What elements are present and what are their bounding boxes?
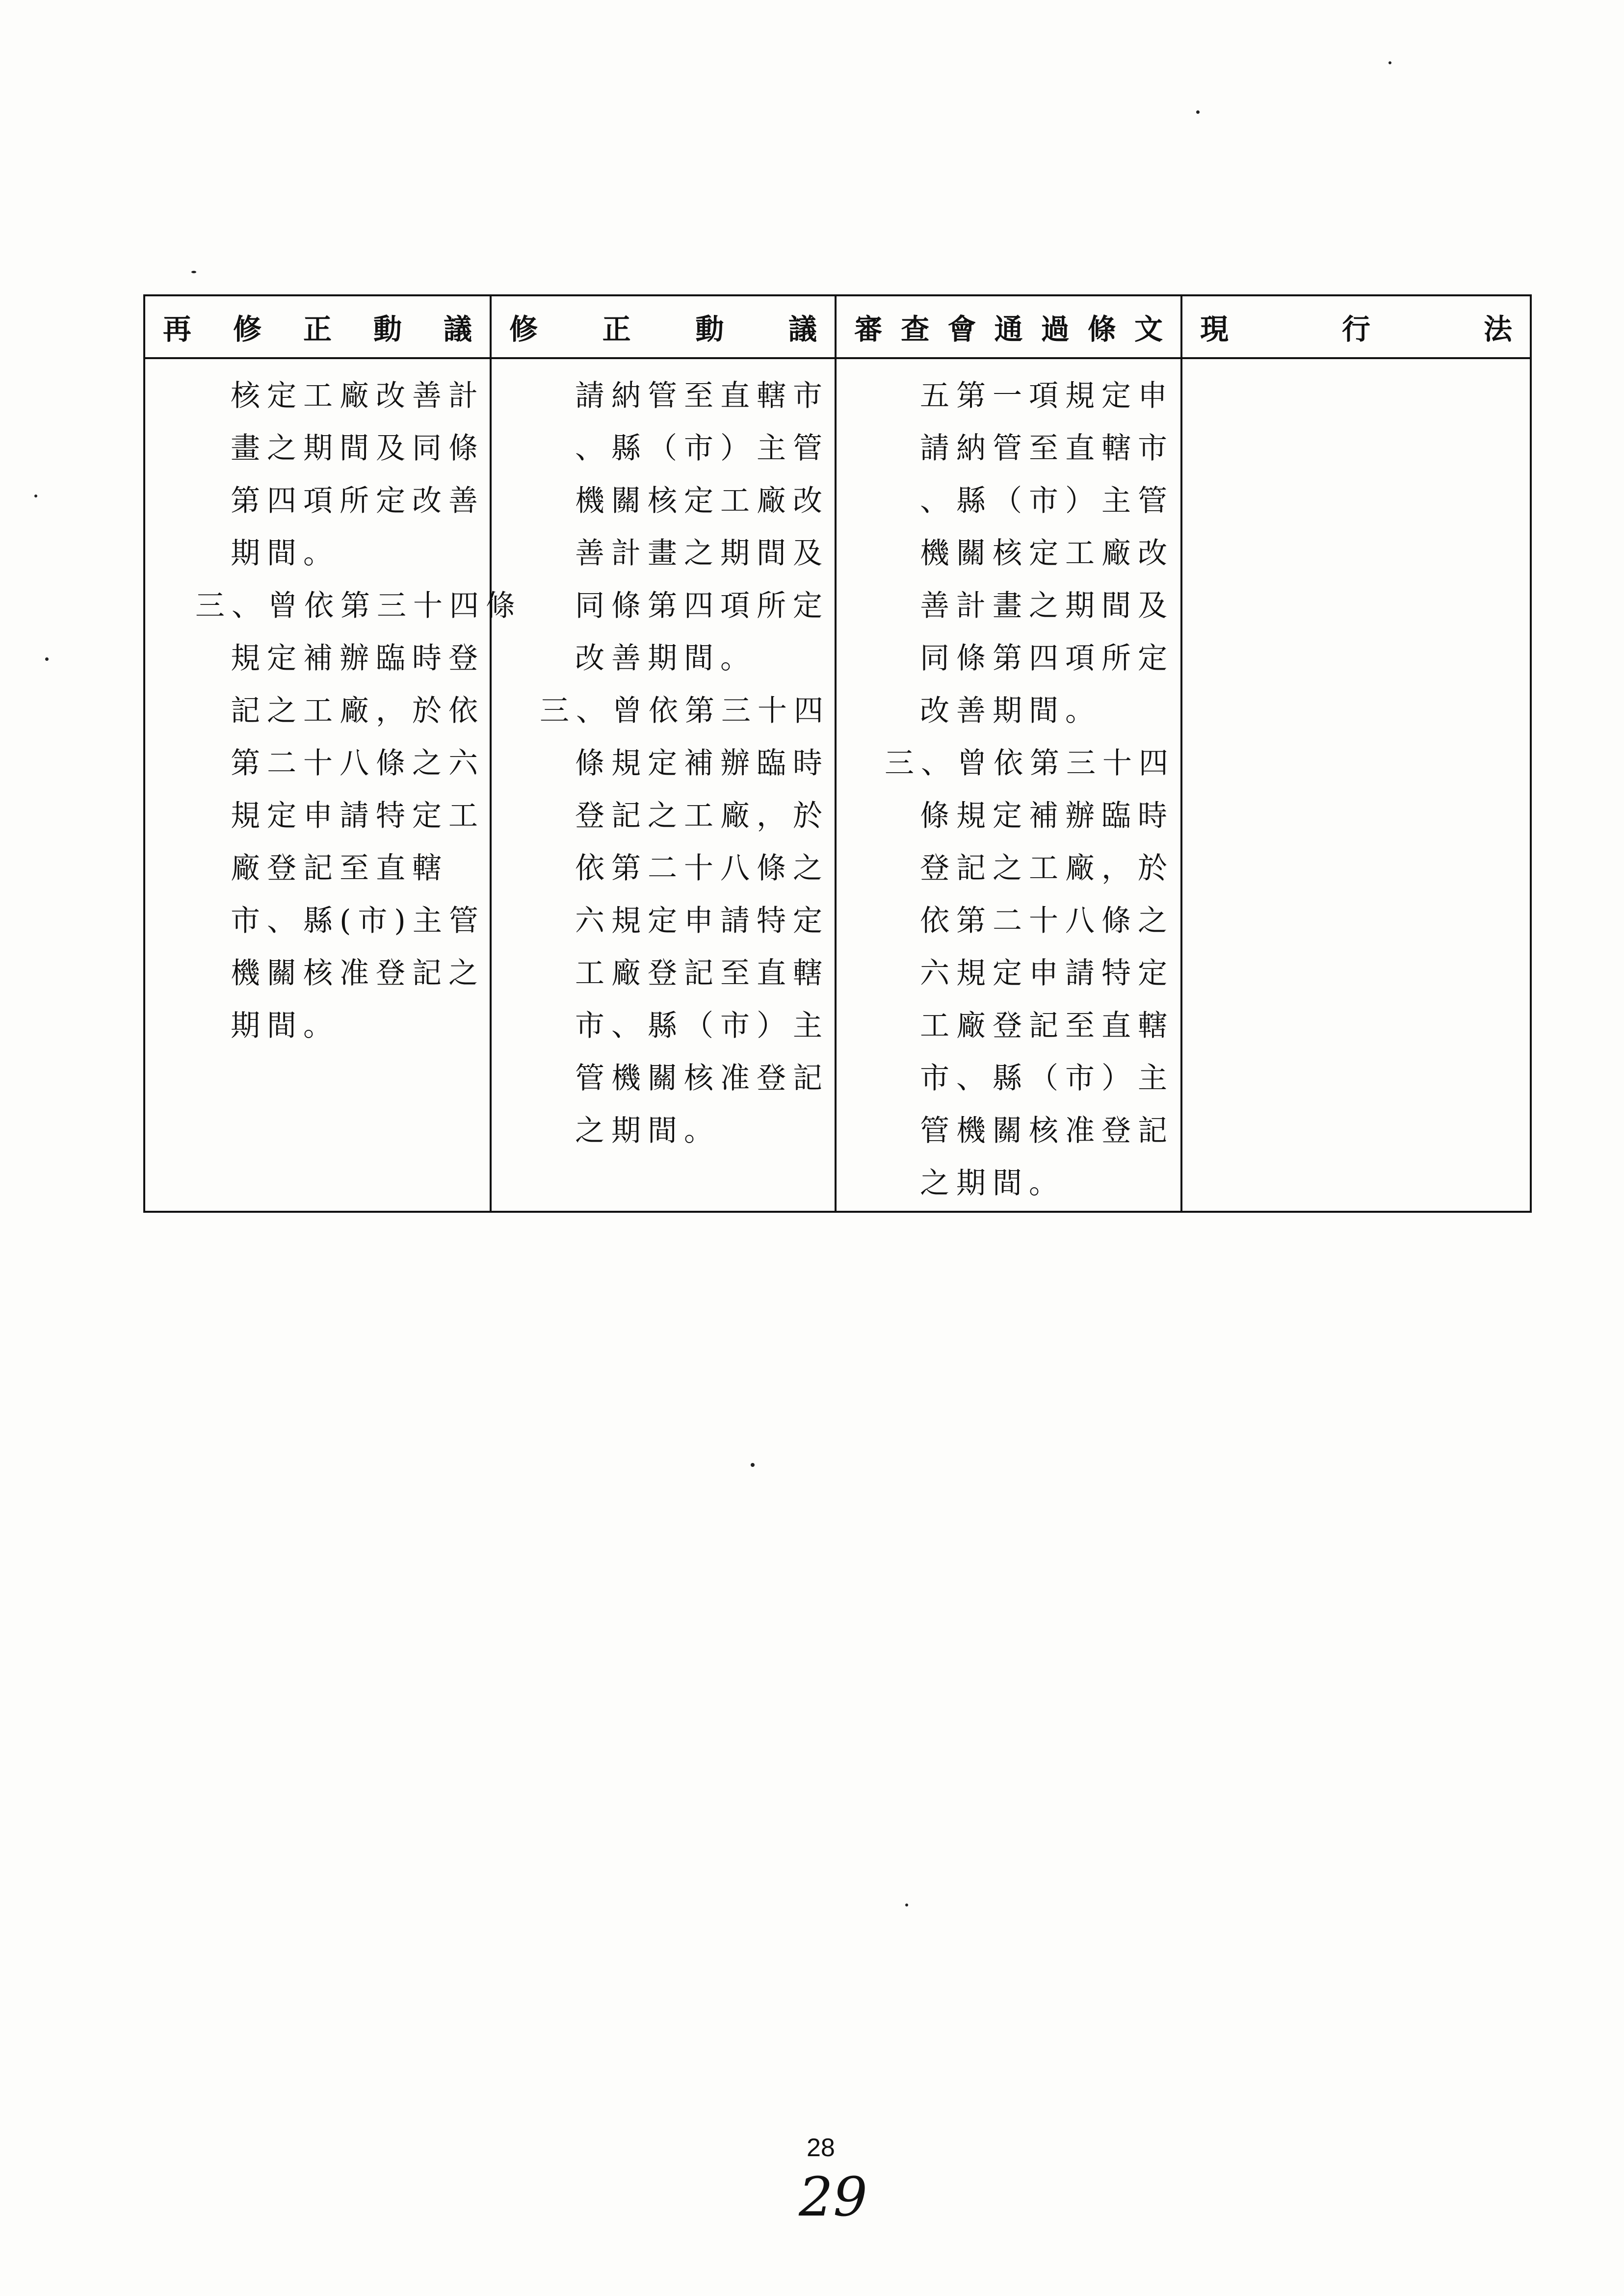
text-line: 登記之工廠，於 [575, 799, 829, 833]
header-char: 再 [163, 313, 192, 346]
text-line: 三、曾依第三十四條 [195, 589, 522, 623]
text-line: 第四項所定改善 [231, 484, 485, 518]
text-line: 第二十八條之六 [231, 746, 485, 781]
column-text [837, 359, 1180, 1210]
text-line: 機關核定工廠改 [575, 484, 829, 518]
text-line: 管機關核准登記 [575, 1061, 829, 1096]
column-committee-text [836, 358, 1181, 1212]
text-line: 六規定申請特定 [920, 956, 1174, 991]
printed-page-number: 28 [807, 2134, 835, 2162]
header-char: 修 [509, 313, 538, 346]
header-char: 審 [854, 313, 883, 346]
column-text [492, 359, 835, 1157]
text-line: 期間。 [231, 1009, 340, 1043]
header-amendment [492, 306, 835, 347]
header-cell-current-law [1181, 295, 1531, 358]
header-char: 議 [788, 313, 817, 346]
scan-speck [1196, 110, 1200, 114]
text-line: 善計畫之期間及 [920, 589, 1174, 623]
header-char: 行 [1341, 313, 1370, 346]
text-line: 請納管至直轄市 [575, 379, 829, 413]
text-line: 六規定申請特定 [575, 904, 829, 938]
text-line: 依第二十八條之 [920, 904, 1174, 938]
text-line: 登記之工廠，於 [920, 851, 1174, 886]
header-char: 修 [233, 313, 262, 346]
scan-speck [45, 657, 49, 661]
column-text [1182, 359, 1530, 370]
header-current-law [1182, 306, 1530, 347]
header-char: 動 [373, 313, 402, 346]
text-line: 改善期間。 [920, 694, 1101, 728]
text-line: 廠登記至直轄 [231, 851, 448, 886]
scan-speck [34, 495, 37, 497]
text-line: 、縣（市）主管 [920, 484, 1174, 518]
header-char: 現 [1200, 313, 1229, 346]
header-char: 文 [1134, 313, 1163, 346]
header-char: 過 [1041, 313, 1070, 346]
text-line: 五第一項規定申 [920, 379, 1174, 413]
table-header-row [144, 295, 1531, 358]
text-line: 條規定補辦臨時 [575, 746, 829, 781]
header-cell-committee-text [836, 295, 1181, 358]
text-line: 機關核准登記之 [231, 956, 485, 991]
text-line: 市、縣(市)主管 [231, 904, 485, 938]
header-char: 查 [901, 313, 930, 346]
text-line: 機關核定工廠改 [920, 536, 1174, 571]
text-line: 同條第四項所定 [575, 589, 829, 623]
text-line: 、縣（市）主管 [575, 431, 829, 466]
handwritten-page-number: 29 [799, 2166, 867, 2228]
text-line: 期間。 [231, 536, 340, 571]
text-line: 規定申請特定工 [231, 799, 485, 833]
text-line: 核定工廠改善計 [231, 379, 485, 413]
column-further-amendment [144, 358, 522, 1212]
scan-speck [1388, 61, 1391, 64]
text-line: 之期間。 [920, 1166, 1065, 1200]
header-char: 會 [947, 313, 976, 346]
text-line: 依第二十八條之 [575, 851, 829, 886]
text-line: 管機關核准登記 [920, 1114, 1174, 1148]
text-line: 條規定補辦臨時 [920, 799, 1174, 833]
text-line: 請納管至直轄市 [920, 431, 1174, 466]
header-char: 正 [303, 313, 332, 346]
scan-speck [905, 1904, 908, 1906]
text-line: 改善期間。 [575, 641, 757, 676]
text-line: 畫之期間及同條 [231, 431, 485, 466]
text-line: 同條第四項所定 [920, 641, 1174, 676]
header-char: 動 [695, 313, 724, 346]
text-line: 善計畫之期間及 [575, 536, 829, 571]
header-char: 條 [1087, 313, 1116, 346]
text-line: 三、曾依第三十四 [540, 694, 830, 728]
text-line: 記之工廠，於依 [231, 694, 485, 728]
header-cell-further-amendment [144, 295, 491, 358]
text-line: 市、縣（市）主 [920, 1061, 1174, 1096]
scan-speck [751, 1463, 755, 1467]
scan-speck [191, 271, 196, 273]
table-body-row [144, 358, 1531, 1212]
text-line: 市、縣（市）主 [575, 1009, 829, 1043]
header-char: 通 [994, 313, 1023, 346]
column-text [145, 359, 522, 1052]
header-char: 法 [1483, 313, 1512, 346]
comparison-table [143, 294, 1532, 1213]
header-committee-text [837, 306, 1180, 347]
column-amendment [491, 358, 836, 1212]
header-char: 議 [443, 313, 472, 346]
text-line: 規定補辦臨時登 [231, 641, 485, 676]
text-line: 之期間。 [575, 1114, 720, 1148]
column-current-law [1181, 358, 1531, 1212]
text-line: 三、曾依第三十四 [885, 746, 1175, 781]
text-line: 工廠登記至直轄 [920, 1009, 1174, 1043]
text-line: 工廠登記至直轄 [575, 956, 829, 991]
header-cell-amendment [491, 295, 836, 358]
header-char: 正 [602, 313, 631, 346]
header-further-amendment [145, 306, 490, 347]
